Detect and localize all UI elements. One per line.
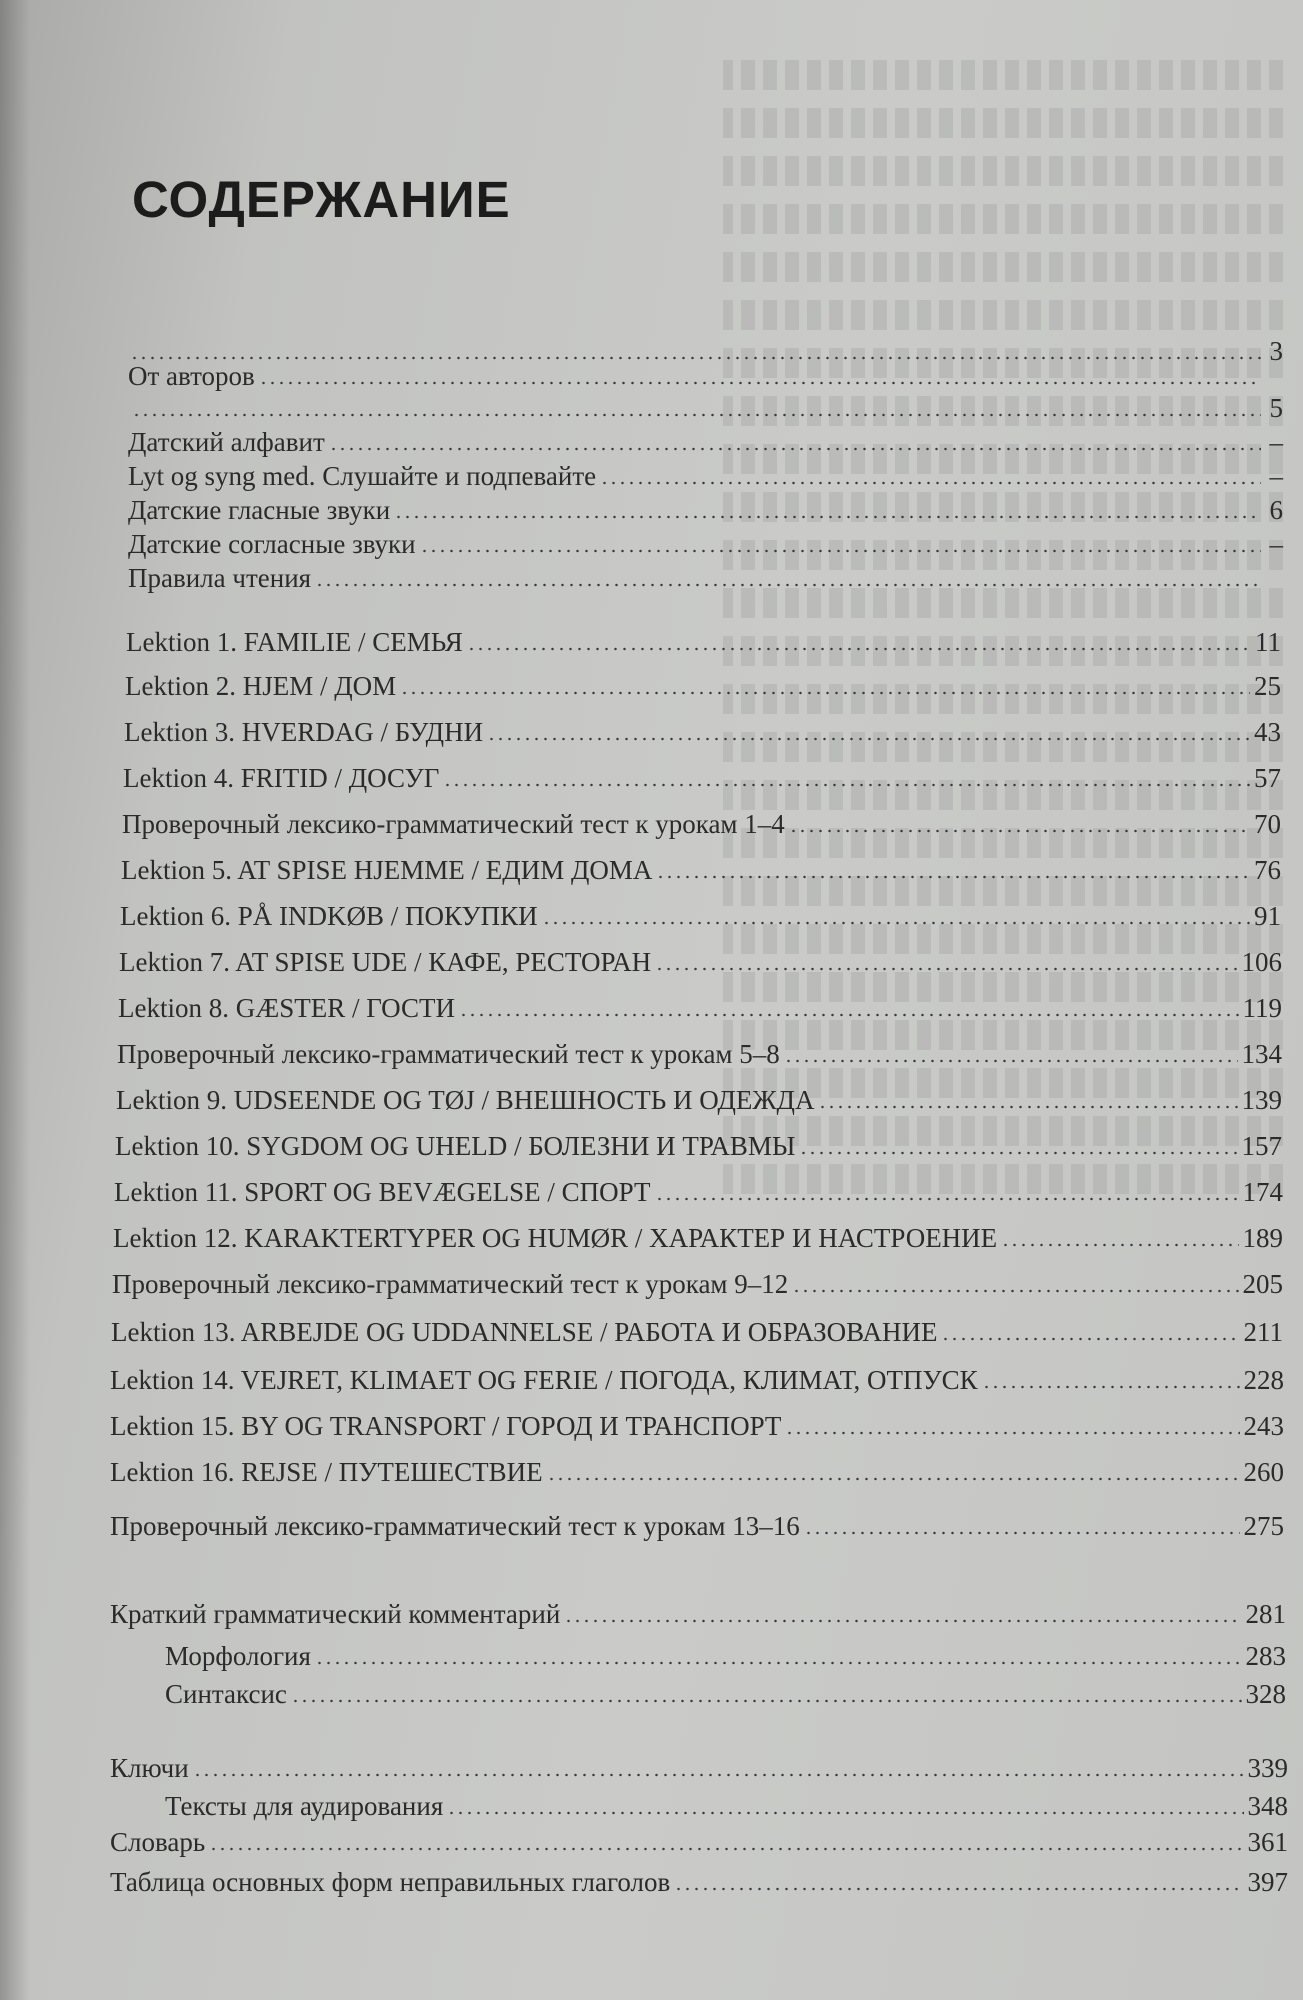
toc-entry-label: Lektion 16. REJSE / ПУТЕШЕСТВИЕ [110,1457,543,1487]
toc-entry-page-number: 211 [1243,1317,1283,1347]
toc-entry-page-number: 348 [1247,1791,1288,1821]
toc-entry-label: Lektion 7. AT SPISE UDE / КАФЕ, РЕСТОРАН [119,947,652,977]
dot-leader [799,1151,1237,1155]
toc-entry [128,392,1283,424]
toc-entry [128,528,1283,560]
toc-entry-label: Lektion 12. KARAKTERTYPER OG HUMØR / ХАРАКТЕР И НАСТРОЕНИЕ [113,1223,998,1253]
toc-entry-page-number: 5 [1269,393,1283,423]
toc-entry [165,1678,1286,1710]
toc-entry-label: Lektion 15. BY OG TRANSPORT / ГОРОД И ТРАНСПОРТ [110,1411,782,1441]
dot-leader [818,1105,1237,1109]
toc-entry-page-number: 119 [1242,993,1282,1023]
dot-leader [420,549,1261,553]
toc-entry-label: Lektion 4. FRITID / ДОСУГ [123,763,440,793]
page-title: СОДЕРЖАНИЕ [132,171,511,228]
toc-entry [110,1826,1288,1858]
dot-leader [564,1619,1241,1623]
toc-entry-label: Датский алфавит [128,427,325,457]
toc-entry [122,808,1281,840]
toc-entry-label: Lektion 13. ARBEJDE OG UDDANNELSE / РАБОТА И ОБРАЗОВАНИЕ [111,1317,938,1347]
dot-leader [804,1531,1240,1535]
toc-entry [111,1316,1283,1348]
toc-entry-label: Lektion 10. SYGDOM OG UHELD / БОЛЕЗНИ И ТРАВМЫ [115,1131,796,1161]
dot-leader [792,1289,1238,1293]
toc-entry-page-number: 25 [1254,671,1281,701]
toc-entry-label: Таблица основных форм неправильных глаголов [110,1867,671,1897]
dot-leader [789,829,1250,833]
toc-entry-label: Словарь [110,1827,206,1857]
toc-entry [112,1268,1283,1300]
toc-entry-page-number: 106 [1241,947,1282,977]
dot-leader [941,1337,1239,1341]
toc-entry [118,992,1282,1024]
dot-leader [315,1661,1242,1665]
dot-leader [656,875,1250,879]
toc-entry-page-number: 397 [1247,1867,1288,1897]
toc-entry-page-number: 361 [1247,1827,1288,1857]
toc-entry [165,1640,1286,1672]
toc-entry-label: Lektion 9. UDSEENDE OG TØJ / ВНЕШНОСТЬ И ОДЕЖДА [116,1085,815,1115]
toc-entry-page-number: 139 [1241,1085,1282,1115]
toc-entry-page-number: 57 [1254,763,1281,793]
toc-entry-label: Lektion 8. GÆSTER / ГОСТИ [118,993,456,1023]
toc-entry-label: Ключи [110,1753,189,1783]
toc-entry [125,670,1281,702]
toc-entry [165,1790,1288,1822]
dot-leader [784,1059,1238,1063]
dot-leader [982,1385,1240,1389]
toc-entry [115,1130,1282,1162]
toc-entry-label: Датские гласные звуки [128,495,391,525]
dot-leader [394,515,1261,519]
toc-entry [128,360,1283,392]
dot-leader [132,413,1261,417]
toc-entry-label: Правила чтения [128,563,312,593]
toc-entry-label: Проверочный лексико-грамматический тест к урокам 1–4 [122,809,785,839]
toc-entry-label: Lektion 1. FAMILIE / СЕМЬЯ [126,627,463,657]
dot-leader [547,1477,1240,1481]
dot-leader [193,1773,1244,1777]
toc-entry-label: Морфология [165,1641,311,1671]
toc-entry [110,1752,1288,1784]
toc-entry [121,854,1281,886]
toc-entry [119,946,1282,978]
dot-leader [400,691,1250,695]
toc-entry-page-number: 228 [1243,1365,1284,1395]
toc-entry-page-number: 205 [1242,1269,1283,1299]
toc-entry-page-number: 283 [1245,1641,1286,1671]
toc-entry [116,1084,1282,1116]
toc-entry-label: Lektion 2. HJEM / ДОМ [125,671,397,701]
toc-entry [110,1456,1284,1488]
toc-entry-page-number: 157 [1241,1131,1282,1161]
dot-leader [259,381,1261,385]
toc-entry-label: Lektion 14. VEJRET, KLIMAET OG FERIE / ПОГОДА, КЛИМАТ, ОТПУСК [110,1365,978,1395]
toc-entry-page-number: 3 [1269,336,1283,366]
dot-leader [315,583,1261,587]
dot-leader [655,1197,1239,1201]
toc-entry [128,460,1283,492]
toc-entry-label: Lektion 11. SPORT OG BEVÆGELSE / СПОРТ [114,1177,651,1207]
toc-entry-page-number: 260 [1243,1457,1284,1487]
toc-entry-page-number: – [1269,461,1283,491]
toc-entry [113,1222,1283,1254]
dot-leader [487,737,1250,741]
dot-leader [447,1811,1243,1815]
toc-entry-page-number: 328 [1245,1679,1286,1709]
toc-entry [128,426,1283,458]
toc-entry-page-number: 275 [1243,1511,1284,1541]
dot-leader [329,447,1261,451]
toc-entry [123,762,1281,794]
toc-entry-page-number: 281 [1245,1599,1286,1629]
toc-entry-label: От авторов [128,361,255,391]
toc-entry-page-number: 243 [1243,1411,1284,1441]
toc-entry-page-number: 91 [1254,901,1281,931]
toc-entry-label: Lektion 6. PÅ INDKØB / ПОКУПКИ [120,901,538,931]
toc-entry [110,1510,1284,1542]
toc-entry [110,1410,1284,1442]
toc-entry-label: Краткий грамматический комментарий [110,1599,561,1629]
dot-leader [785,1431,1239,1435]
toc-entry-label: Lyt og syng med. Слушайте и подпевайте [128,461,597,491]
toc-entry [110,1598,1286,1630]
dot-leader [467,647,1251,651]
toc-entry [110,1866,1288,1898]
toc-entry-label: Проверочный лексико-грамматический тест к урокам 5–8 [117,1039,780,1069]
dot-leader [674,1887,1243,1891]
toc-entry-label: Тексты для аудирования [165,1791,444,1821]
toc-entry [120,900,1281,932]
toc-entry-page-number: – [1269,529,1283,559]
toc-entry-page-number: 11 [1255,627,1281,657]
toc-entry [114,1176,1283,1208]
toc-entry [110,1364,1284,1396]
toc-entry-page-number: 134 [1241,1039,1282,1069]
dot-leader [1001,1243,1238,1247]
dot-leader [600,481,1261,485]
toc-entry-page-number: 76 [1254,855,1281,885]
dot-leader [291,1699,1242,1703]
toc-entry-label: Датские согласные звуки [128,529,416,559]
toc-entry-label: Синтаксис [165,1679,287,1709]
dot-leader [209,1847,1243,1851]
toc-entry-page-number: 70 [1254,809,1281,839]
toc-entry-label: Lektion 5. AT SPISE HJEMME / ЕДИМ ДОМА [121,855,653,885]
toc-entry-page-number: 6 [1269,495,1283,525]
dot-leader [542,921,1250,925]
toc-entry-page-number: – [1269,427,1283,457]
toc-entry-label: Проверочный лексико-грамматический тест к урокам 9–12 [112,1269,789,1299]
toc-entry [124,716,1281,748]
toc-entry [128,494,1283,526]
toc-entry [117,1038,1282,1070]
toc-entry-page-number: 339 [1247,1753,1288,1783]
dot-leader [459,1013,1238,1017]
dot-leader [443,783,1250,787]
toc-entry [128,562,1283,594]
toc-entry-label: Проверочный лексико-грамматический тест к урокам 13–16 [110,1511,800,1541]
toc-entry [126,626,1281,658]
toc-entry-page-number: 43 [1254,717,1281,747]
dot-leader [655,967,1237,971]
toc-entry-page-number: 174 [1242,1177,1283,1207]
toc-entry-page-number: 189 [1242,1223,1283,1253]
toc-entry-label: Lektion 3. HVERDAG / БУДНИ [124,717,484,747]
